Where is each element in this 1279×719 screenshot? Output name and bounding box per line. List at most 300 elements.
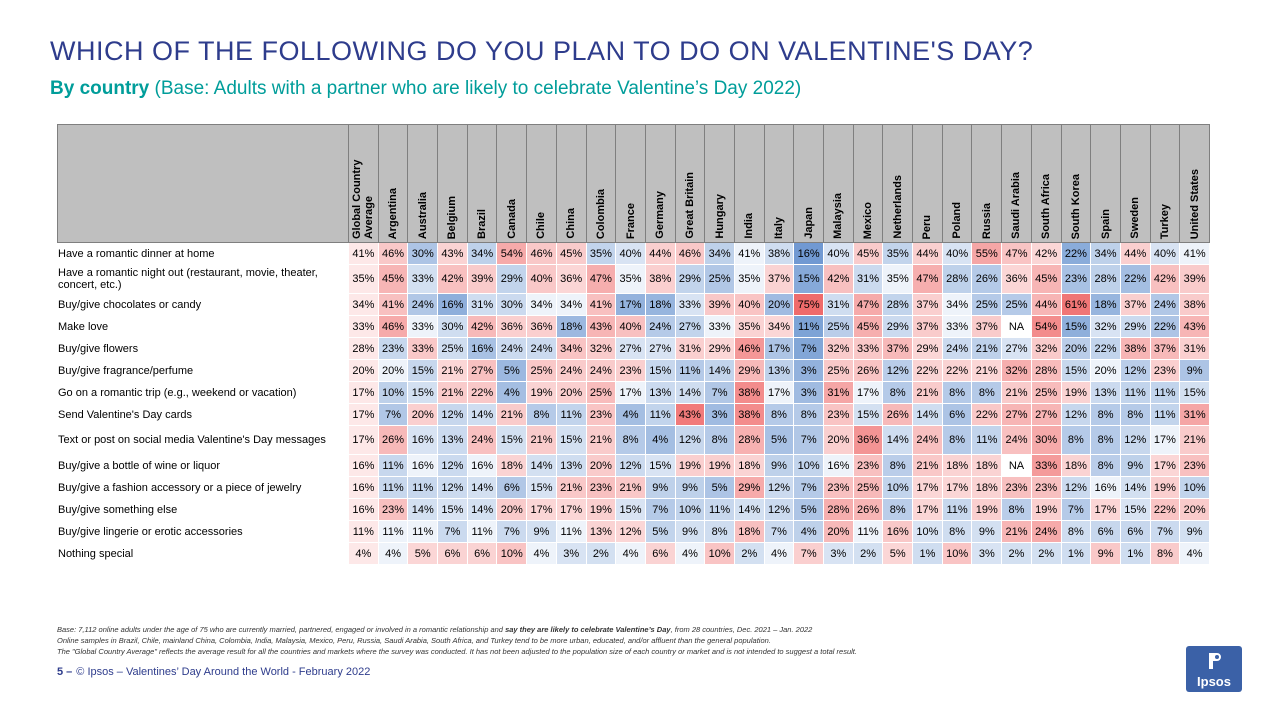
table-cell: 8% — [1091, 404, 1121, 426]
table-cell: 13% — [438, 426, 468, 455]
table-cell: 23% — [824, 404, 854, 426]
table-cell: 11% — [1150, 382, 1180, 404]
table-cell: 21% — [497, 404, 527, 426]
column-header-label: Brazil — [476, 209, 489, 239]
table-cell: 31% — [1180, 404, 1210, 426]
table-cell: 11% — [853, 521, 883, 543]
table-cell: 25% — [972, 294, 1002, 316]
table-cell: 41% — [734, 243, 764, 265]
table-cell: 3% — [705, 404, 735, 426]
table-cell: 8% — [942, 382, 972, 404]
footnote-1 — [57, 624, 1177, 635]
footnote-3: The "Global Country Average" reflects the average result for all the countries and markets where the survey was conducted. It has not been adjusted to the population size of each country or market and is not intended to suggest a total result. — [57, 647, 857, 656]
table-cell: 23% — [586, 477, 616, 499]
row-label: Buy/give a fashion accessory or a piece of jewelry — [58, 477, 349, 499]
column-header-label: France — [624, 202, 637, 239]
column-header — [616, 125, 646, 243]
table-cell: 20% — [586, 455, 616, 477]
table-cell: 14% — [705, 360, 735, 382]
table-cell: 38% — [734, 382, 764, 404]
table-cell: 23% — [1150, 360, 1180, 382]
table-cell: 40% — [734, 294, 764, 316]
column-header-label: Saudi Arabia — [1010, 172, 1023, 239]
table-cell: 37% — [764, 265, 794, 294]
table-cell: 13% — [586, 521, 616, 543]
row-label: Have a romantic night out (restaurant, movie, theater, concert, etc.) — [58, 265, 349, 294]
table-cell: 8% — [616, 426, 646, 455]
table-cell: 40% — [1150, 243, 1180, 265]
table-cell: 15% — [1120, 499, 1150, 521]
table-cell: 6% — [467, 543, 497, 565]
table-cell: 11% — [942, 499, 972, 521]
table-cell: 16% — [438, 294, 468, 316]
table-cell: 26% — [853, 360, 883, 382]
column-header — [408, 125, 438, 243]
table-cell: 24% — [1031, 521, 1061, 543]
table-cell: 21% — [972, 360, 1002, 382]
table-cell: 15% — [645, 360, 675, 382]
column-header-label: Spain — [1099, 209, 1112, 239]
table-cell: 17% — [349, 382, 379, 404]
row-label: Have a romantic dinner at home — [58, 243, 349, 265]
table-cell: 12% — [438, 477, 468, 499]
table-cell: 19% — [705, 455, 735, 477]
table-cell: 25% — [853, 477, 883, 499]
table-cell: 32% — [1091, 316, 1121, 338]
table-cell: 1% — [913, 543, 943, 565]
table-cell: 12% — [764, 477, 794, 499]
table-cell: 20% — [1061, 338, 1091, 360]
table-cell: 8% — [942, 426, 972, 455]
column-header — [764, 125, 794, 243]
table-cell: 4% — [349, 543, 379, 565]
table-cell: 6% — [497, 477, 527, 499]
table-cell: 54% — [1031, 316, 1061, 338]
column-header — [527, 125, 557, 243]
table-cell: 35% — [349, 265, 379, 294]
table-cell: 42% — [1031, 243, 1061, 265]
header-corner — [58, 125, 349, 243]
table-cell: 13% — [1091, 382, 1121, 404]
table-cell: 45% — [853, 316, 883, 338]
table-cell: 32% — [586, 338, 616, 360]
table-cell: 7% — [378, 404, 408, 426]
table-cell: 21% — [527, 426, 557, 455]
table-cell: 11% — [705, 499, 735, 521]
table-cell: 11% — [467, 521, 497, 543]
column-header-label: Hungary — [713, 194, 726, 239]
column-header — [1150, 125, 1180, 243]
table-cell: 9% — [1120, 455, 1150, 477]
table-cell: 29% — [734, 477, 764, 499]
table-cell: 5% — [883, 543, 913, 565]
column-header-label: Australia — [416, 191, 429, 239]
table-cell: 28% — [349, 338, 379, 360]
table-cell: 20% — [824, 521, 854, 543]
table-cell: 36% — [527, 316, 557, 338]
table-cell: 61% — [1061, 294, 1091, 316]
table-cell: 5% — [794, 499, 824, 521]
footnote-2: Online samples in Brazil, Chile, mainland China, Colombia, India, Malaysia, Mexico, Peru, Russia, Saudi Arabia, South Africa, and Turkey tend to be more urban, educated, and/or affluent than the general population. — [57, 636, 771, 645]
footer-text: © Ipsos – Valentines’ Day Around the World - February 2022 — [76, 666, 371, 678]
table-cell: 14% — [675, 382, 705, 404]
table-cell: 36% — [556, 265, 586, 294]
table-cell: 7% — [645, 499, 675, 521]
table-cell: 6% — [1120, 521, 1150, 543]
table-cell: 38% — [764, 243, 794, 265]
table-cell: 2% — [586, 543, 616, 565]
table-cell: 22% — [972, 404, 1002, 426]
table-cell: 36% — [853, 426, 883, 455]
table-cell: 8% — [883, 455, 913, 477]
column-header — [675, 125, 705, 243]
table-cell: 42% — [1150, 265, 1180, 294]
table-cell: 18% — [1061, 455, 1091, 477]
table-row — [58, 543, 1210, 565]
table-cell: 28% — [824, 499, 854, 521]
table-cell: 7% — [794, 338, 824, 360]
row-label: Go on a romantic trip (e.g., weekend or vacation) — [58, 382, 349, 404]
table-cell: 26% — [883, 404, 913, 426]
row-label: Buy/give fragrance/perfume — [58, 360, 349, 382]
table-row — [58, 316, 1210, 338]
table-cell: 11% — [645, 404, 675, 426]
table-cell: 24% — [1150, 294, 1180, 316]
table-cell: 31% — [853, 265, 883, 294]
table-cell: 18% — [972, 477, 1002, 499]
table-cell: 12% — [1120, 426, 1150, 455]
column-header-label: Poland — [951, 202, 964, 239]
table-cell: 11% — [556, 404, 586, 426]
table-cell: 8% — [1002, 499, 1032, 521]
column-header — [705, 125, 735, 243]
table-cell: 29% — [913, 338, 943, 360]
table-cell: 7% — [794, 543, 824, 565]
table-cell: 22% — [1061, 243, 1091, 265]
table-cell: 37% — [1120, 294, 1150, 316]
table-cell: 31% — [824, 382, 854, 404]
table-row — [58, 499, 1210, 521]
table-cell: 7% — [497, 521, 527, 543]
table-cell: 29% — [734, 360, 764, 382]
table-cell: 44% — [913, 243, 943, 265]
subtitle-rest: (Base: Adults with a partner who are likely to celebrate Valentine’s Day 2022) — [149, 78, 802, 99]
table-cell: 18% — [1091, 294, 1121, 316]
table-cell: 33% — [349, 316, 379, 338]
table-cell: 15% — [408, 360, 438, 382]
table-cell: 45% — [556, 243, 586, 265]
table-cell: 3% — [794, 382, 824, 404]
table-cell: 27% — [467, 360, 497, 382]
table-cell: 20% — [824, 426, 854, 455]
table-cell: 34% — [556, 338, 586, 360]
table-cell: 33% — [408, 265, 438, 294]
table-cell: 20% — [349, 360, 379, 382]
table-cell: 35% — [883, 243, 913, 265]
table-cell: 21% — [913, 455, 943, 477]
table-cell: 32% — [1031, 338, 1061, 360]
table-cell: 25% — [1002, 294, 1032, 316]
table-cell: 16% — [349, 455, 379, 477]
table-cell: 16% — [349, 477, 379, 499]
table-cell: 23% — [378, 338, 408, 360]
table-cell: 23% — [1031, 477, 1061, 499]
column-header-label: Argentina — [387, 187, 400, 239]
table-cell: 8% — [1091, 426, 1121, 455]
table-cell: 41% — [378, 294, 408, 316]
column-header — [794, 125, 824, 243]
table-cell: 34% — [1091, 243, 1121, 265]
table-cell: 27% — [616, 338, 646, 360]
table-cell: 18% — [734, 521, 764, 543]
table-cell: 6% — [645, 543, 675, 565]
table-cell: 4% — [378, 543, 408, 565]
table-cell: 17% — [1091, 499, 1121, 521]
row-label: Buy/give lingerie or erotic accessories — [58, 521, 349, 543]
table-cell: NA — [1002, 316, 1032, 338]
table-cell: 10% — [705, 543, 735, 565]
page-subtitle — [50, 78, 801, 100]
column-header-label: Canada — [505, 199, 518, 239]
column-header — [1061, 125, 1091, 243]
table-cell: 37% — [883, 338, 913, 360]
table-cell: 75% — [794, 294, 824, 316]
column-header — [497, 125, 527, 243]
table-row — [58, 265, 1210, 294]
table-cell: 39% — [467, 265, 497, 294]
table-cell: 46% — [734, 338, 764, 360]
page-number: 5 – — [57, 666, 73, 678]
column-header — [1180, 125, 1210, 243]
table-cell: 42% — [467, 316, 497, 338]
table-cell: 12% — [616, 455, 646, 477]
table-cell: 5% — [497, 360, 527, 382]
table-cell: 47% — [586, 265, 616, 294]
table-cell: 18% — [556, 316, 586, 338]
column-header — [883, 125, 913, 243]
table-cell: 10% — [913, 521, 943, 543]
table-cell: 10% — [942, 543, 972, 565]
table-cell: 25% — [824, 360, 854, 382]
table-cell: 8% — [1061, 426, 1091, 455]
table-cell: 23% — [378, 499, 408, 521]
table-cell: 17% — [1150, 426, 1180, 455]
table-cell: 23% — [853, 455, 883, 477]
table-cell: 12% — [1061, 404, 1091, 426]
table-cell: 33% — [408, 316, 438, 338]
table-cell: 33% — [1031, 455, 1061, 477]
column-header — [556, 125, 586, 243]
table-cell: 45% — [1031, 265, 1061, 294]
table-cell: 25% — [824, 316, 854, 338]
table-cell: 25% — [438, 338, 468, 360]
table-cell: 47% — [853, 294, 883, 316]
table-cell: 29% — [705, 338, 735, 360]
table-cell: 30% — [1031, 426, 1061, 455]
table-cell: 8% — [705, 426, 735, 455]
table-cell: 14% — [734, 499, 764, 521]
column-header-label: Peru — [921, 214, 934, 239]
table-cell: 15% — [853, 404, 883, 426]
table-cell: 14% — [913, 404, 943, 426]
table-cell: 23% — [1002, 477, 1032, 499]
table-cell: 11% — [349, 521, 379, 543]
table-cell: 29% — [497, 265, 527, 294]
table-cell: 6% — [438, 543, 468, 565]
table-cell: 40% — [616, 316, 646, 338]
table-cell: 23% — [824, 477, 854, 499]
footnote-1-pre: Base: 7,112 online adults under the age of 75 who are currently married, partnered, engaged or involved in a romantic relationship and — [57, 625, 506, 634]
table-cell: 12% — [616, 521, 646, 543]
table-cell: 17% — [913, 499, 943, 521]
table-cell: 21% — [438, 382, 468, 404]
table-cell: 42% — [824, 265, 854, 294]
table-cell: 9% — [972, 521, 1002, 543]
table-cell: 4% — [794, 521, 824, 543]
table-cell: 24% — [408, 294, 438, 316]
table-cell: 14% — [408, 499, 438, 521]
table-cell: 43% — [438, 243, 468, 265]
table-cell: 8% — [1150, 543, 1180, 565]
table-cell: 22% — [1150, 316, 1180, 338]
row-label: Make love — [58, 316, 349, 338]
table-cell: 29% — [675, 265, 705, 294]
table-cell: 29% — [1120, 316, 1150, 338]
column-header — [734, 125, 764, 243]
table-cell: 35% — [883, 265, 913, 294]
table-cell: 30% — [408, 243, 438, 265]
table-cell: 35% — [734, 316, 764, 338]
results-table — [57, 124, 1210, 565]
table-cell: 7% — [764, 521, 794, 543]
table-cell: 17% — [942, 477, 972, 499]
table-cell: 45% — [378, 265, 408, 294]
table-cell: 30% — [438, 316, 468, 338]
table-cell: 22% — [1091, 338, 1121, 360]
table-cell: 3% — [824, 543, 854, 565]
table-cell: 41% — [349, 243, 379, 265]
table-cell: 19% — [586, 499, 616, 521]
table-cell: 15% — [556, 426, 586, 455]
column-header — [1120, 125, 1150, 243]
table-cell: 5% — [764, 426, 794, 455]
table-cell: 22% — [913, 360, 943, 382]
table-cell: 12% — [764, 499, 794, 521]
table-cell: 11% — [378, 521, 408, 543]
table-cell: 14% — [883, 426, 913, 455]
table-cell: 27% — [1002, 338, 1032, 360]
table-cell: 33% — [675, 294, 705, 316]
table-cell: 24% — [586, 360, 616, 382]
table-row — [58, 382, 1210, 404]
logo-mark-icon — [1206, 652, 1222, 670]
table-cell: 38% — [1180, 294, 1210, 316]
column-header-label: India — [743, 213, 756, 239]
column-header-label: South Africa — [1040, 174, 1053, 239]
column-header-label: South Korea — [1069, 173, 1082, 239]
table-cell: 7% — [1061, 499, 1091, 521]
ipsos-logo — [1186, 646, 1242, 692]
table-cell: 2% — [1031, 543, 1061, 565]
table-cell: 20% — [408, 404, 438, 426]
table-cell: 13% — [764, 360, 794, 382]
column-header-label: Malaysia — [832, 193, 845, 239]
table-cell: 13% — [645, 382, 675, 404]
table-cell: 17% — [1150, 455, 1180, 477]
table-cell: 4% — [764, 543, 794, 565]
subtitle-bold: By country — [50, 78, 150, 99]
table-cell: 5% — [408, 543, 438, 565]
table-cell: 44% — [1031, 294, 1061, 316]
table-cell: 2% — [734, 543, 764, 565]
column-header — [824, 125, 854, 243]
table-cell: 9% — [764, 455, 794, 477]
footnote-1-bold: say they are likely to celebrate Valentine’s Day — [505, 625, 671, 634]
table-cell: 41% — [586, 294, 616, 316]
table-cell: 15% — [616, 499, 646, 521]
table-cell: 15% — [645, 455, 675, 477]
table-cell: 8% — [1091, 455, 1121, 477]
table-cell: 4% — [497, 382, 527, 404]
table-cell: 15% — [1061, 316, 1091, 338]
table-cell: 14% — [1120, 477, 1150, 499]
row-label: Buy/give something else — [58, 499, 349, 521]
table-cell: 21% — [438, 360, 468, 382]
table-row — [58, 404, 1210, 426]
column-header-label: Turkey — [1158, 203, 1171, 239]
table-cell: 21% — [1002, 521, 1032, 543]
table-cell: 16% — [408, 426, 438, 455]
table-cell: 29% — [883, 316, 913, 338]
table-cell: 3% — [794, 360, 824, 382]
table-cell: 32% — [1002, 360, 1032, 382]
table-cell: 27% — [1031, 404, 1061, 426]
column-header — [349, 125, 379, 243]
column-header-label: Sweden — [1129, 197, 1142, 239]
table-cell: 8% — [883, 382, 913, 404]
table-cell: 28% — [883, 294, 913, 316]
table-cell: 35% — [586, 243, 616, 265]
column-header-label: Russia — [980, 202, 993, 239]
table-cell: 10% — [378, 382, 408, 404]
table-cell: 39% — [705, 294, 735, 316]
column-header — [853, 125, 883, 243]
table-cell: 17% — [616, 382, 646, 404]
table-cell: 40% — [942, 243, 972, 265]
table-cell: 8% — [1120, 404, 1150, 426]
table-cell: 18% — [734, 455, 764, 477]
table-cell: 10% — [794, 455, 824, 477]
table-cell: 7% — [1150, 521, 1180, 543]
column-header — [645, 125, 675, 243]
table-cell: 4% — [675, 543, 705, 565]
column-header — [942, 125, 972, 243]
table-cell: 16% — [408, 455, 438, 477]
table-cell: 17% — [853, 382, 883, 404]
table-cell: 39% — [1180, 265, 1210, 294]
table-cell: 28% — [942, 265, 972, 294]
table-cell: 42% — [438, 265, 468, 294]
table-cell: 16% — [1091, 477, 1121, 499]
table-cell: 9% — [1091, 543, 1121, 565]
table-cell: 24% — [527, 338, 557, 360]
table-cell: 36% — [497, 316, 527, 338]
column-header — [1031, 125, 1061, 243]
table-cell: 15% — [438, 499, 468, 521]
table-cell: 34% — [349, 294, 379, 316]
row-label: Nothing special — [58, 543, 349, 565]
table-cell: 2% — [1002, 543, 1032, 565]
